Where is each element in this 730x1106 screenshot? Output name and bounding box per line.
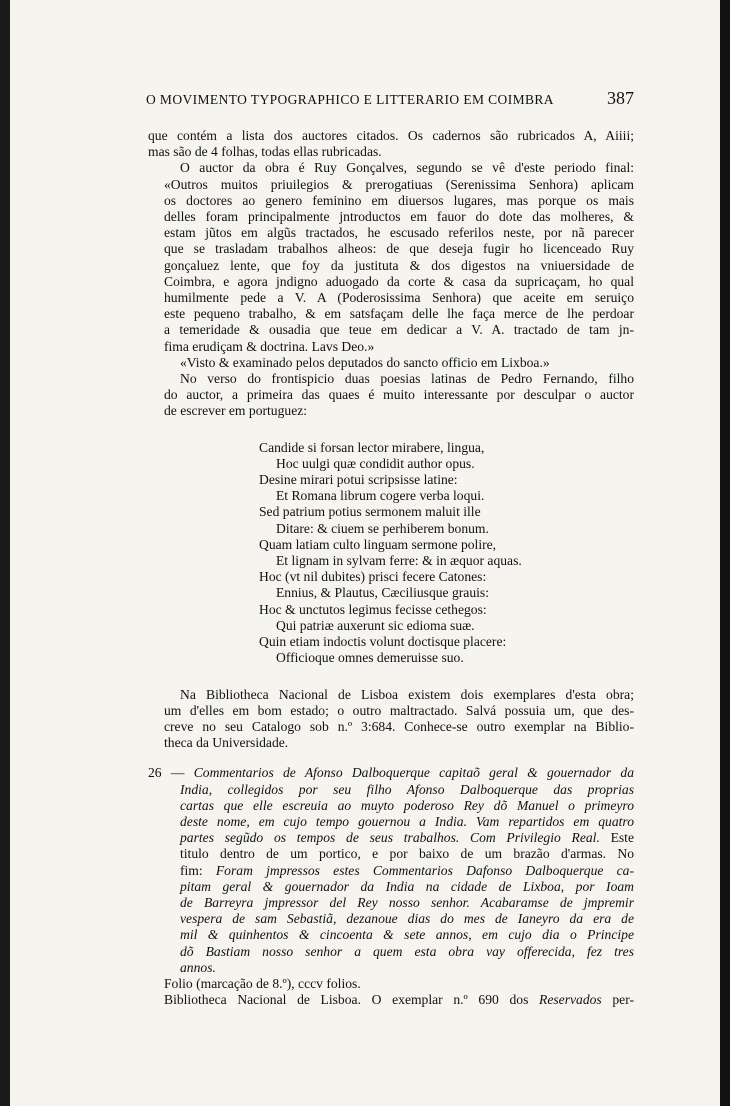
paragraph-5 <box>148 687 634 752</box>
poem-verse: Desine mirari potui scripsisse latine: <box>259 472 458 488</box>
text-line: annos. <box>180 959 216 975</box>
text-line: deste nome, em cujo tempo gouernou a India. Vam repartidos em quatro <box>180 813 634 829</box>
text-line: Coimbra, e agora jndigno aduogado da corte & casa da supricaçam, ho qual <box>164 273 634 289</box>
poem-verse: Et Romana librum cogere verba loqui. <box>276 488 485 504</box>
page-number: 387 <box>607 88 634 108</box>
text-line: No verso do frontispicio duas poesias latinas de Pedro Fernando, filho <box>180 371 634 387</box>
text-line: O auctor da obra é Ruy Gonçalves, segundo se vê d'este periodo final: <box>180 160 634 176</box>
poem-verse: Hoc (vt nil dubites) prisci fecere Catones: <box>259 569 487 585</box>
paragraph-3 <box>148 355 634 371</box>
running-title: O MOVIMENTO TYPOGRAPHICO E LITTERARIO EM COIMBRA <box>146 92 554 107</box>
entry-title-line <box>148 765 634 781</box>
poem-verse: Ditare: & ciuem se perhiberem bonum. <box>276 520 489 536</box>
text-line: de escrever em portuguez: <box>164 403 308 419</box>
text-line: que contém a lista dos auctores citados. Os cadernos são rubricados A, Aiiii; <box>148 128 634 143</box>
text-line: de Barreyra jmpressor del Rey nosso senhor. Acabaramse de jmpremir <box>180 894 634 910</box>
paragraph-4 <box>148 371 634 420</box>
text-line: do auctor, a primeira das quaes é muito interessante por desculpar o auctor <box>164 387 634 403</box>
paragraph-1 <box>148 128 634 160</box>
text-line <box>148 830 634 846</box>
poem-verse: Et lignam in sylvam ferre: & in æquor aquas. <box>276 553 522 569</box>
text-line: India, collegidos por seu filho Afonso Dalboquerque das proprias <box>180 781 634 797</box>
text-line: vespera de sam Sebastiã, dezanoue dias do mes de Ianeyro da era de <box>180 911 634 927</box>
text-line: cartas que elle escreuia ao muyto poderoso Rey dõ Manuel o primeyro <box>180 797 634 813</box>
entry-number: 26 — <box>148 765 194 781</box>
poem-verse: Hoc uulgi quæ condidit author opus. <box>276 455 475 471</box>
text-line: delles foram principalmente jntroductos em fauor do dote das molheres, & <box>164 209 634 225</box>
text-line: fima erudiçam & doctrina. Lavs Deo.» <box>164 338 375 354</box>
latin-poem <box>259 440 634 667</box>
colophon-label: fim: <box>180 862 216 878</box>
title-note-start: Este <box>599 830 634 846</box>
scan-edge <box>720 0 730 1106</box>
poem-verse: Ennius, & Plautus, Cæciliusque grauis: <box>276 585 489 601</box>
poem-verse: Quin etiam indoctis volunt doctisque placere: <box>259 634 507 650</box>
text-line: mas são de 4 folhas, todas ellas rubricadas. <box>148 144 382 160</box>
text-line: gonçaluez lente, que foy da justituta & dos digestos na vniuersidade de <box>164 257 634 273</box>
text-line: este pequeno trabalho, & em satsfaçam delle lhe faça merce de lhe perdoar <box>164 306 634 322</box>
folio-line: Folio (marcação de 8.º), cccv folios. <box>164 975 361 991</box>
poem-verse: Quam latiam culto linguam sermone polire, <box>259 536 497 552</box>
text-line: «Visto & examinado pelos deputados do sancto officio em Lixboa.» <box>180 354 550 370</box>
text-line: pitam geral & gouernador da India na cidade de Lixboa, por Ioam <box>180 878 634 894</box>
text-line: humilmente pede a V. A (Poderosissima Senhora) que aceite em seruiço <box>164 290 634 306</box>
poem-verse: Officioque omnes demeruisse suo. <box>276 650 464 666</box>
text-line: estam jũtos em algũs tractados, he escusado referilos neste, por nã parecer <box>164 225 634 241</box>
reservados-label: Reservados <box>539 992 602 1008</box>
text-line: um d'elles em bom estado; o outro maltractado. Salvá possuia um, que des- <box>164 702 634 718</box>
running-header <box>146 88 634 108</box>
bibliographic-entry-26 <box>148 765 634 1008</box>
text-line: dõ Bastiam nosso senhor a quem esta obra vay offerecida, fez tres <box>180 943 634 959</box>
text-line <box>148 863 634 879</box>
text-line: a temeridade & ousadia que teue em dedicar a V. A. tractado de tam jn- <box>164 322 634 338</box>
poem-verse: Candide si forsan lector mirabere, lingua, <box>259 439 485 455</box>
library-text: Bibliotheca Nacional de Lisboa. O exemplar n.º 690 dos <box>164 992 540 1008</box>
text-line: mil & quinhentos & cincoenta & sete annos, em cujo dia o Principe <box>180 927 634 943</box>
text-line: que se trasladam trabalhos alheos: de que deseja fugir ho licenceado Ruy <box>164 241 634 257</box>
entry-title: Commentarios de Afonso Dalboquerque capitaõ geral & gouernador da <box>193 765 634 781</box>
library-text-end: per- <box>601 992 634 1008</box>
text-line: «Outros muitos priuilegios & prerogatiuas (Serenissima Senhora) aplicam <box>164 176 634 192</box>
library-line <box>148 992 634 1008</box>
text-line: titulo dentro de um portico, e por baixo de um brazão d'armas. No <box>180 846 634 862</box>
text-line: os doctores ao genero feminino em diuersos lugares, mas porque os mais <box>164 192 634 208</box>
colophon-start: Foram jmpressos estes Commentarios Dafonso Dalboquerque ca- <box>215 862 634 878</box>
text-line: Na Bibliotheca Nacional de Lisboa existem dois exemplares d'esta obra; <box>180 686 634 702</box>
poem-verse: Hoc & unctutos legimus fecisse cethegos: <box>259 601 487 617</box>
title-end: partes segũdo os tempos de seus trabalhos. Com Privilegio Real. <box>180 830 600 846</box>
text-line: creve no seu Catalogo sob n.º 3:684. Conhece-se outro exemplar na Biblio- <box>164 718 634 734</box>
paragraph-2 <box>148 160 634 354</box>
book-page <box>10 0 720 1106</box>
text-line: theca da Universidade. <box>164 735 289 751</box>
page-body <box>148 128 634 1008</box>
poem-verse: Qui patriæ auxerunt sic edioma suæ. <box>276 617 475 633</box>
poem-verse: Sed patrium potius sermonem maluit ille <box>259 504 481 520</box>
